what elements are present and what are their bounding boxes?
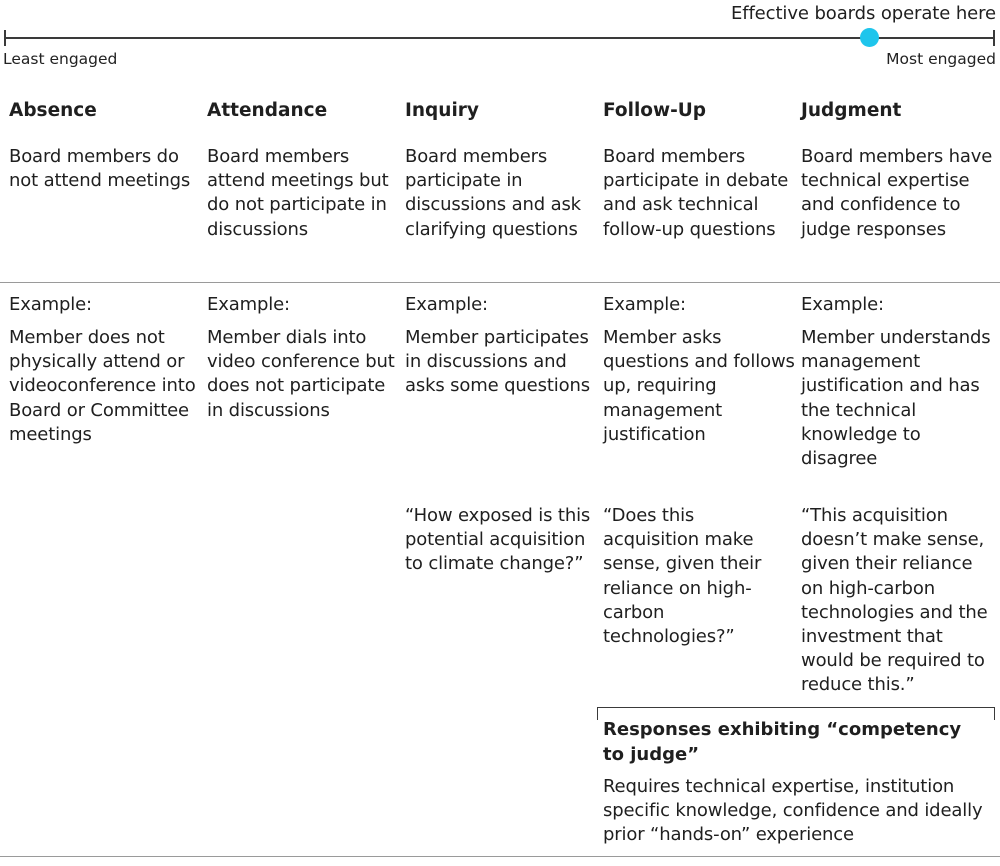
description-judgment: Board members have technical expertise and confidence to judge responses — [801, 146, 993, 240]
quote-judgment: “This acquisition doesn’t make sense, given their reliance on high-carbon technologies and the investment that would be required to reduce this.” — [801, 505, 988, 696]
most-engaged-label: Most engaged — [886, 50, 996, 68]
effective-board-marker — [860, 28, 879, 47]
example-label-judgment: Example: — [801, 294, 884, 315]
description-follow-up: Board members participate in debate and ask technical follow-up questions — [603, 146, 789, 240]
quote-inquiry: “How exposed is this potential acquisition to climate change?” — [405, 505, 591, 575]
column-title-absence: Absence — [9, 100, 97, 121]
example-inquiry: Member participates in discussions and asks some questions — [405, 327, 590, 397]
scale-line — [4, 37, 995, 39]
column-title-judgment: Judgment — [801, 100, 902, 121]
example-follow-up: Member asks questions and follows up, requiring management justification — [603, 327, 795, 445]
description-attendance: Board members attend meetings but do not participate in discussions — [207, 146, 389, 240]
example-absence: Member does not physically attend or videoconference into Board or Committee meetings — [9, 327, 196, 445]
example-attendance: Member dials into video conference but does not participate in discussions — [207, 327, 395, 421]
quote-follow-up: “Does this acquisition make sense, given their reliance on high-carbon technologies?” — [603, 505, 762, 648]
example-judgment: Member understands management justification and has the technical knowledge to disagree — [801, 327, 991, 470]
least-engaged-label: Least engaged — [3, 50, 118, 68]
column-title-inquiry: Inquiry — [405, 100, 479, 121]
competency-title: Responses exhibiting “competency to judge” — [603, 719, 962, 765]
example-label-absence: Example: — [9, 294, 92, 315]
scale-right-tick — [993, 30, 995, 46]
scale-caption: Effective boards operate here — [730, 3, 996, 24]
example-label-inquiry: Example: — [405, 294, 488, 315]
example-label-follow-up: Example: — [603, 294, 686, 315]
scale-left-tick — [4, 30, 6, 46]
section-divider — [0, 282, 1000, 283]
column-title-follow-up: Follow-Up — [603, 100, 707, 121]
description-absence: Board members do not attend meetings — [9, 146, 191, 192]
description-inquiry: Board members participate in discussions and ask clarifying questions — [405, 146, 581, 240]
competency-description: Requires technical expertise, institution specific knowledge, confidence and ideally prior “hands-on” experience — [603, 776, 983, 846]
engagement-scale — [0, 0, 1000, 80]
bottom-divider — [0, 856, 1000, 857]
example-label-attendance: Example: — [207, 294, 290, 315]
column-title-attendance: Attendance — [207, 100, 328, 121]
